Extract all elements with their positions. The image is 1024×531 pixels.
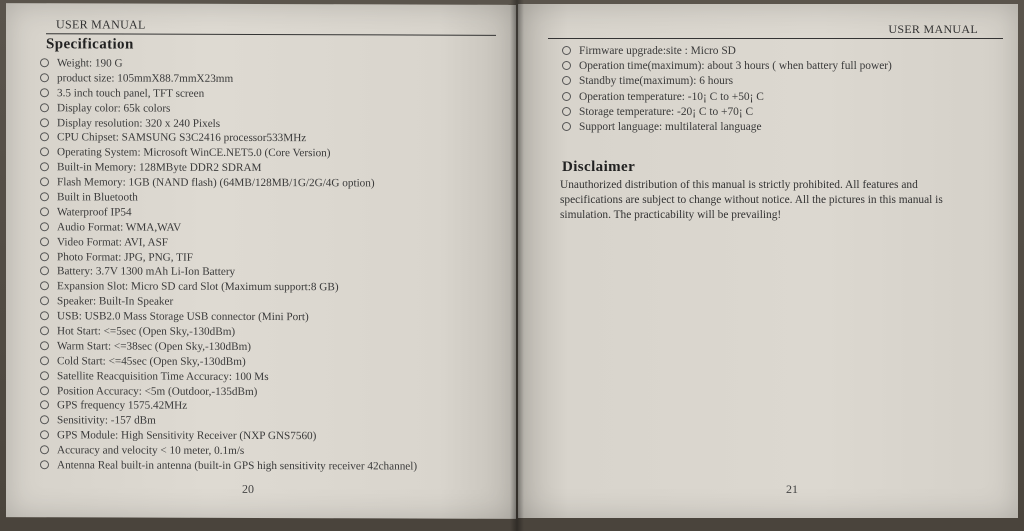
circle-bullet-icon <box>562 92 571 101</box>
circle-bullet-icon <box>40 73 49 82</box>
spec-item <box>562 105 892 120</box>
spec-item <box>40 175 417 191</box>
spec-item-text: Standby time(maximum): 6 hours <box>579 75 734 88</box>
spec-item <box>562 90 892 105</box>
book-gutter <box>510 0 524 531</box>
spec-item <box>562 120 892 135</box>
spec-item-text: GPS frequency 1575.42MHz <box>57 399 188 413</box>
circle-bullet-icon <box>40 267 49 276</box>
spec-item-text: Operating System: Microsoft WinCE.NET5.0 (Core Version) <box>57 146 331 160</box>
spec-item-text: Satellite Reacquisition Time Accuracy: 100 Ms <box>57 369 269 383</box>
spec-item <box>40 265 417 281</box>
left-page-header: USER MANUAL <box>56 17 146 32</box>
spec-item-text: Video Format: AVI, ASF <box>57 235 169 249</box>
spec-item <box>40 116 417 132</box>
circle-bullet-icon <box>562 76 571 85</box>
circle-bullet-icon <box>40 356 49 365</box>
spec-item <box>40 190 417 206</box>
circle-bullet-icon <box>40 148 49 157</box>
circle-bullet-icon <box>40 371 49 380</box>
spec-item-text: Sensitivity: -157 dBm <box>57 414 156 428</box>
left-header-rule <box>46 33 496 36</box>
circle-bullet-icon <box>40 177 49 186</box>
circle-bullet-icon <box>562 107 571 116</box>
spec-item-text: CPU Chipset: SAMSUNG S3C2416 processor533MHz <box>57 131 307 145</box>
spec-item-text: Accuracy and velocity < 10 meter, 0.1m/s <box>57 444 245 458</box>
spec-item-text: Photo Format: JPG, PNG, TIF <box>57 250 193 264</box>
spec-item-text: Warm Start: <=38sec (Open Sky,-130dBm) <box>57 340 251 353</box>
circle-bullet-icon <box>40 341 49 350</box>
spec-item-text: Built in Bluetooth <box>57 191 138 204</box>
spec-item-text: Flash Memory: 1GB (NAND flash) (64MB/128MB/1G/2G/4G option) <box>57 176 375 190</box>
circle-bullet-icon <box>40 311 49 320</box>
spec-item <box>40 146 417 162</box>
spec-item-text: Display color: 65k colors <box>57 101 171 115</box>
spec-item-text: product size: 105mmX88.7mmX23mm <box>57 72 234 85</box>
spec-item-text: Storage temperature: -20¡ C to +70¡ C <box>579 105 754 118</box>
spec-item <box>40 443 417 459</box>
spec-item-text: Operation time(maximum): about 3 hours ( when battery full power) <box>579 60 892 73</box>
specification-list <box>40 56 417 474</box>
circle-bullet-icon <box>40 326 49 335</box>
circle-bullet-icon <box>40 386 49 395</box>
spec-item-text: Hot Start: <=5sec (Open Sky,-130dBm) <box>57 325 236 338</box>
spec-item <box>40 428 417 444</box>
disclaimer-text: Unauthorized distribution of this manual is strictly prohibited. All features and specifications are subject to change without notice. All the pictures in this manual is simulation. The practicability will be prevailing! <box>560 179 943 221</box>
spec-item <box>40 339 417 355</box>
circle-bullet-icon <box>40 416 49 425</box>
circle-bullet-icon <box>562 61 571 70</box>
spec-item <box>40 280 417 296</box>
circle-bullet-icon <box>40 430 49 439</box>
circle-bullet-icon <box>40 296 49 305</box>
spec-item <box>40 86 417 102</box>
spec-item <box>40 205 417 221</box>
circle-bullet-icon <box>40 237 49 246</box>
spec-item <box>40 384 417 400</box>
circle-bullet-icon <box>40 88 49 97</box>
right-page <box>518 4 1018 518</box>
spec-item <box>40 354 417 370</box>
spec-item <box>562 44 892 59</box>
left-page-number: 20 <box>242 481 254 496</box>
spec-item-text: Expansion Slot: Micro SD card Slot (Maximum support:8 GB) <box>57 280 339 294</box>
spec-item-text: Cold Start: <=45sec (Open Sky,-130dBm) <box>57 355 246 368</box>
spec-item <box>40 71 417 87</box>
spec-item <box>40 250 417 266</box>
spec-item-text: 3.5 inch touch panel, TFT screen <box>57 87 205 100</box>
spec-item <box>40 414 417 430</box>
spec-item <box>40 131 417 147</box>
spec-item <box>40 369 417 385</box>
circle-bullet-icon <box>40 192 49 201</box>
spec-item <box>40 56 417 72</box>
circle-bullet-icon <box>40 207 49 216</box>
spec-item-text: Operation temperature: -10¡ C to +50¡ C <box>579 90 764 103</box>
spec-item-text: Antenna Real built-in antenna (built-in GPS high sensitivity receiver 42channel) <box>57 459 418 473</box>
spec-item <box>562 74 892 89</box>
spec-item <box>40 235 417 251</box>
circle-bullet-icon <box>562 46 571 55</box>
spec-item <box>40 101 417 117</box>
spec-item <box>40 309 417 325</box>
circle-bullet-icon <box>40 222 49 231</box>
spec-item-text: GPS Module: High Sensitivity Receiver (NXP GNS7560) <box>57 429 317 443</box>
circle-bullet-icon <box>40 133 49 142</box>
circle-bullet-icon <box>562 122 571 131</box>
disclaimer-title: Disclaimer <box>562 159 636 175</box>
spec-item-text: Position Accuracy: <5m (Outdoor,-135dBm) <box>57 384 258 398</box>
spec-item-text: Weight: 190 G <box>57 57 123 70</box>
spec-item-text: Firmware upgrade:site : Micro SD <box>579 45 736 57</box>
right-page-number: 21 <box>786 482 798 496</box>
spec-item <box>40 160 417 176</box>
right-page-header: USER MANUAL <box>888 22 978 36</box>
specification-list-continued <box>562 44 892 135</box>
spec-item-text: Display resolution: 320 x 240 Pixels <box>57 116 221 130</box>
spec-item-text: USB: USB2.0 Mass Storage USB connector (Mini Port) <box>57 310 309 324</box>
spec-item-text: Support language: multilateral language <box>579 120 762 133</box>
circle-bullet-icon <box>40 401 49 410</box>
circle-bullet-icon <box>40 118 49 127</box>
circle-bullet-icon <box>40 103 49 112</box>
circle-bullet-icon <box>40 58 49 67</box>
left-page <box>6 3 516 519</box>
circle-bullet-icon <box>40 460 49 469</box>
spec-item-text: Built-in Memory: 128MByte DDR2 SDRAM <box>57 161 262 175</box>
spec-item <box>40 324 417 340</box>
specification-title: Specification <box>46 36 134 53</box>
spec-item <box>40 399 417 415</box>
right-header-rule <box>548 38 1003 39</box>
spec-item <box>40 220 417 236</box>
circle-bullet-icon <box>40 445 49 454</box>
spec-item-text: Audio Format: WMA,WAV <box>57 221 182 234</box>
spec-item-text: Speaker: Built-In Speaker <box>57 295 174 308</box>
spec-item <box>40 458 417 474</box>
spec-item <box>562 59 892 74</box>
spec-item-text: Battery: 3.7V 1300 mAh Li-Ion Battery <box>57 265 236 279</box>
circle-bullet-icon <box>40 282 49 291</box>
spec-item-text: Waterproof IP54 <box>57 206 132 219</box>
circle-bullet-icon <box>40 162 49 171</box>
circle-bullet-icon <box>40 252 49 261</box>
spec-item <box>40 294 417 310</box>
